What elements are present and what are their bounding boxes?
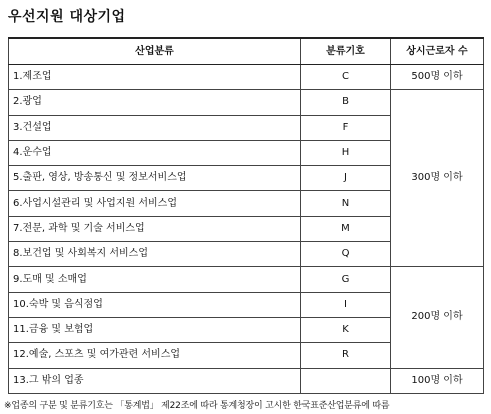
industry-code: F [301,115,391,140]
header-code: 분류기호 [301,38,391,65]
industry-code: J [301,166,391,191]
table-row [9,90,484,115]
industry-name: 10.숙박 및 음식점업 [9,292,301,317]
worker-limit: 300명 이하 [391,90,484,267]
header-workers: 상시근로자 수 [391,38,484,65]
industry-name: 11.금융 및 보험업 [9,317,301,342]
industry-name: 1.제조업 [9,65,301,90]
industry-name: 5.출판, 영상, 방송통신 및 정보서비스업 [9,166,301,191]
worker-limit: 500명 이하 [391,65,484,90]
industry-name: 2.광업 [9,90,301,115]
industry-name: 12.예술, 스포츠 및 여가관련 서비스업 [9,343,301,368]
header-industry: 산업분류 [9,38,301,65]
industry-name: 9.도매 및 소매업 [9,267,301,292]
industry-code: N [301,191,391,216]
industry-name: 6.사업시설관리 및 사업지원 서비스업 [9,191,301,216]
industry-name: 7.전문, 과학 및 기술 서비스업 [9,216,301,241]
industry-code: M [301,216,391,241]
table-row [9,267,484,292]
eligible-companies-table [8,37,484,394]
industry-name: 3.건설업 [9,115,301,140]
industry-code: Q [301,242,391,267]
industry-name: 4.운수업 [9,140,301,165]
worker-limit: 100명 이하 [391,368,484,393]
industry-code: G [301,267,391,292]
industry-code [301,368,391,393]
industry-code: C [301,65,391,90]
industry-code: I [301,292,391,317]
worker-limit: 200명 이하 [391,267,484,368]
page-title: 우선지원 대상기업 [8,9,126,25]
table-row [9,65,484,90]
footnote: ※업종의 구분 및 분류기호는 「통계법」 제22조에 따라 통계청장이 고시한 한국표준산업분류에 따름 [4,401,390,411]
industry-code: H [301,140,391,165]
industry-name: 8.보건업 및 사회복지 서비스업 [9,242,301,267]
industry-code: K [301,317,391,342]
industry-code: B [301,90,391,115]
table-row [9,368,484,393]
industry-code: R [301,343,391,368]
industry-name: 13.그 밖의 업종 [9,368,301,393]
table-header-row [9,38,484,65]
